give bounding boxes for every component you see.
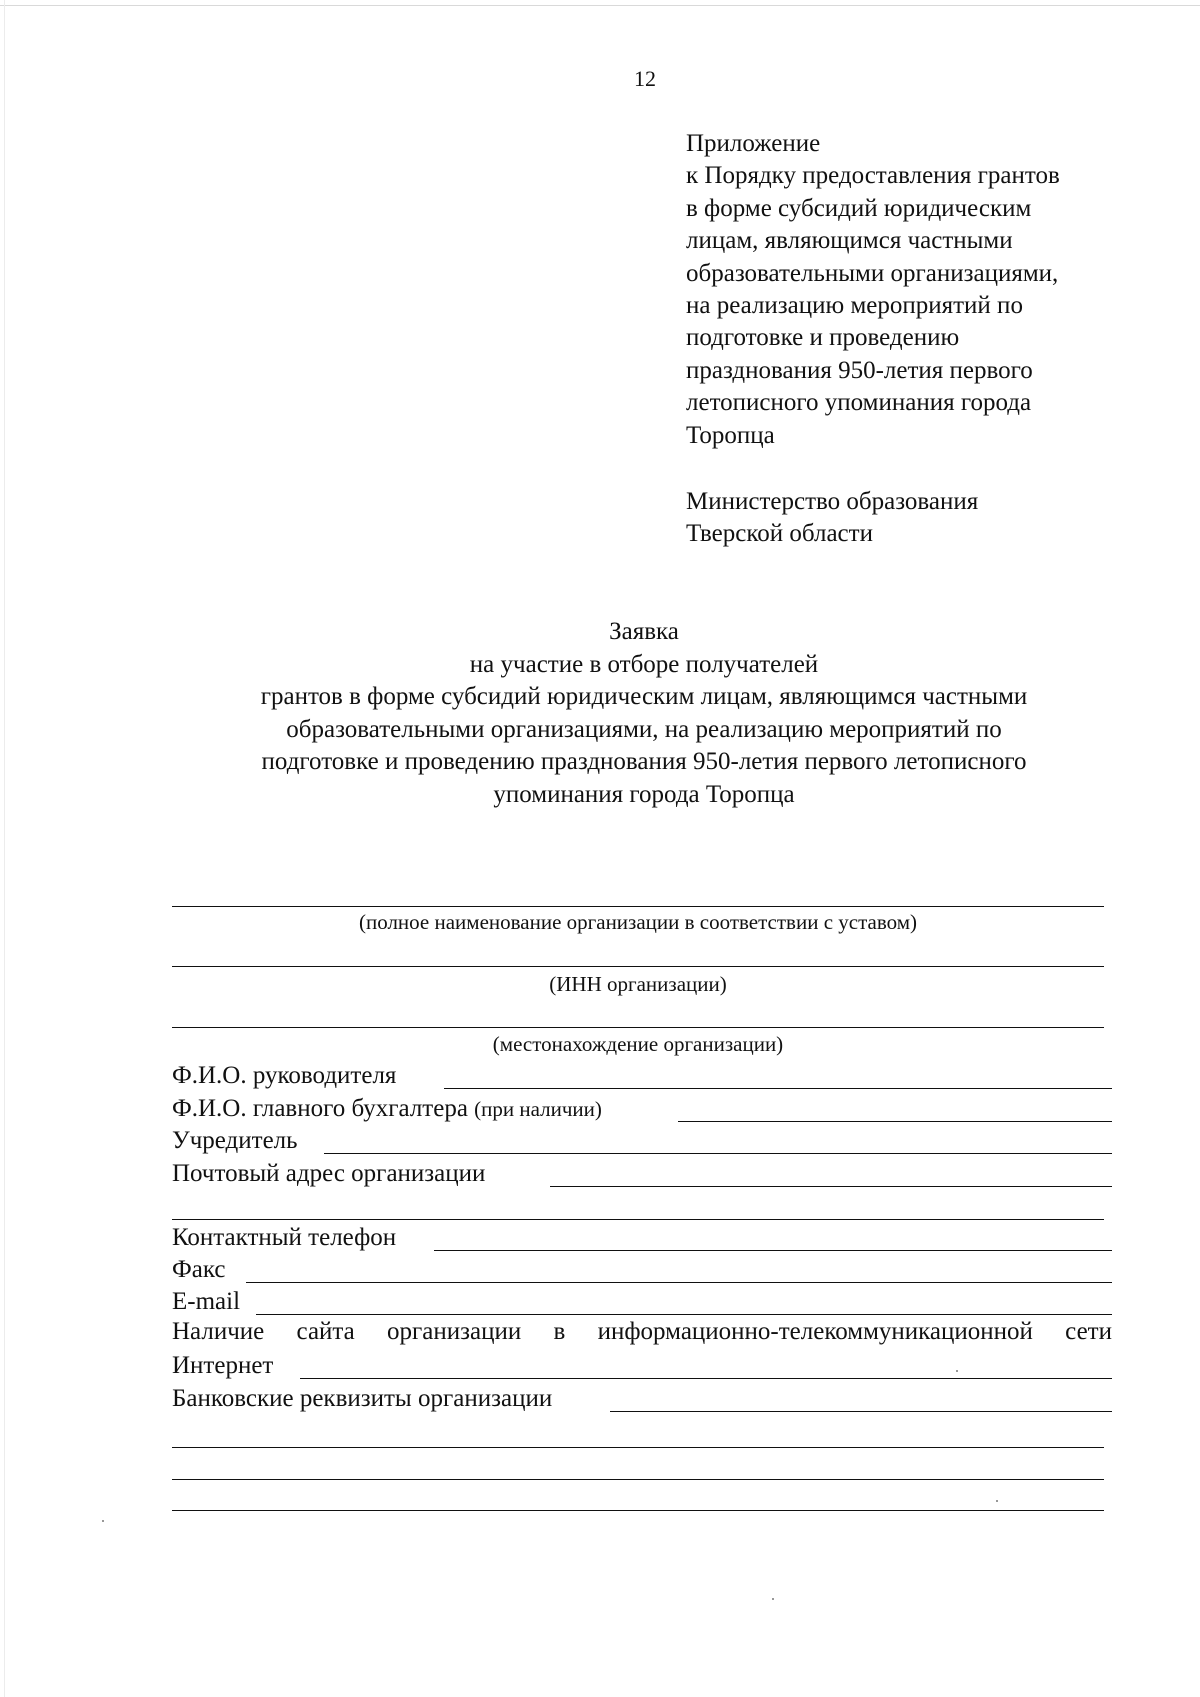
fax-row bbox=[172, 1252, 1112, 1286]
website-field[interactable] bbox=[300, 1378, 1112, 1379]
scan-edge-top bbox=[0, 0, 1200, 6]
scan-speck bbox=[956, 1370, 958, 1372]
scan-speck bbox=[996, 1500, 998, 1502]
bank-field[interactable] bbox=[610, 1411, 1112, 1412]
org-location-caption: (местонахождение организации) bbox=[492, 1032, 784, 1056]
title-line: образовательными организациями, на реализацию мероприятий по bbox=[286, 715, 1002, 743]
title-line: подготовке и проведению празднования 950-летия первого летописного bbox=[261, 748, 1027, 776]
org-inn-caption: (ИНН организации) bbox=[549, 972, 727, 996]
org-name-field[interactable] bbox=[172, 906, 1104, 907]
head-label: Ф.И.О. руководителя bbox=[172, 1062, 397, 1089]
head-field[interactable] bbox=[444, 1088, 1112, 1089]
fax-label: Факс bbox=[172, 1256, 226, 1283]
org-inn-field[interactable] bbox=[172, 966, 1104, 967]
phone-row bbox=[172, 1220, 1112, 1254]
appendix-line: Приложение bbox=[686, 130, 821, 157]
email-label: E-mail bbox=[172, 1288, 241, 1315]
founder-field[interactable] bbox=[324, 1153, 1112, 1154]
appendix-line: в форме субсидий юридическим bbox=[686, 194, 1032, 222]
bank-field-line-4[interactable] bbox=[172, 1510, 1104, 1511]
appendix-line: летописного упоминания города bbox=[686, 389, 1032, 417]
title-line: на участие в отборе получателей bbox=[469, 650, 819, 678]
founder-label: Учредитель bbox=[172, 1127, 298, 1154]
appendix-line: к Порядку предоставления грантов bbox=[686, 162, 1060, 190]
org-name-caption: (полное наименование организации в соответствии с уставом) bbox=[358, 910, 918, 934]
document-title bbox=[160, 616, 1128, 812]
website-row bbox=[172, 1348, 1112, 1382]
scan-speck bbox=[102, 1520, 104, 1522]
email-row bbox=[172, 1284, 1112, 1318]
title-line: грантов в форме субсидий юридическим лицам, являющимся частными bbox=[260, 683, 1028, 711]
accountant-row bbox=[172, 1091, 1112, 1125]
bank-row bbox=[172, 1381, 1112, 1415]
scan-edge-left bbox=[4, 0, 5, 1697]
appendix-line: празднования 950-летия первого bbox=[686, 356, 1033, 384]
accountant-label-text: Ф.И.О. главного бухгалтера bbox=[172, 1095, 468, 1122]
phone-label: Контактный телефон bbox=[172, 1224, 397, 1251]
appendix-line: подготовке и проведению bbox=[686, 324, 960, 352]
postal-row bbox=[172, 1156, 1112, 1190]
bank-field-line-2[interactable] bbox=[172, 1447, 1104, 1448]
accountant-label bbox=[172, 1095, 602, 1123]
bank-label: Банковские реквизиты организации bbox=[172, 1385, 553, 1412]
head-row bbox=[172, 1058, 1112, 1092]
accountant-field[interactable] bbox=[678, 1121, 1112, 1122]
addressee-block bbox=[686, 486, 1156, 551]
founder-row bbox=[172, 1123, 1112, 1157]
page-number: 12 bbox=[634, 66, 656, 91]
website-label-cont: Интернет bbox=[172, 1352, 274, 1379]
appendix-line: образовательными организациями, bbox=[686, 259, 1059, 287]
postal-field[interactable] bbox=[550, 1186, 1112, 1187]
title-line: Заявка bbox=[609, 618, 679, 645]
email-field[interactable] bbox=[256, 1314, 1112, 1315]
bank-field-line-3[interactable] bbox=[172, 1479, 1104, 1480]
org-location-field[interactable] bbox=[172, 1027, 1104, 1028]
appendix-line: Торопца bbox=[686, 421, 775, 449]
phone-field[interactable] bbox=[434, 1250, 1112, 1251]
appendix-header bbox=[686, 128, 1156, 452]
addressee-line: Министерство образования bbox=[686, 488, 979, 515]
title-line: упоминания города Торопца bbox=[493, 780, 795, 808]
addressee-line: Тверской области bbox=[686, 520, 873, 548]
website-label: Наличие сайта организации в информационно-телекоммуникационной сети bbox=[172, 1318, 1112, 1345]
appendix-line: на реализацию мероприятий по bbox=[686, 292, 1023, 320]
postal-label: Почтовый адрес организации bbox=[172, 1160, 486, 1187]
fax-field[interactable] bbox=[246, 1282, 1112, 1283]
scan-speck bbox=[772, 1598, 774, 1600]
accountant-note: (при наличии) bbox=[474, 1097, 602, 1121]
appendix-line: лицам, являющимся частными bbox=[686, 227, 1013, 255]
